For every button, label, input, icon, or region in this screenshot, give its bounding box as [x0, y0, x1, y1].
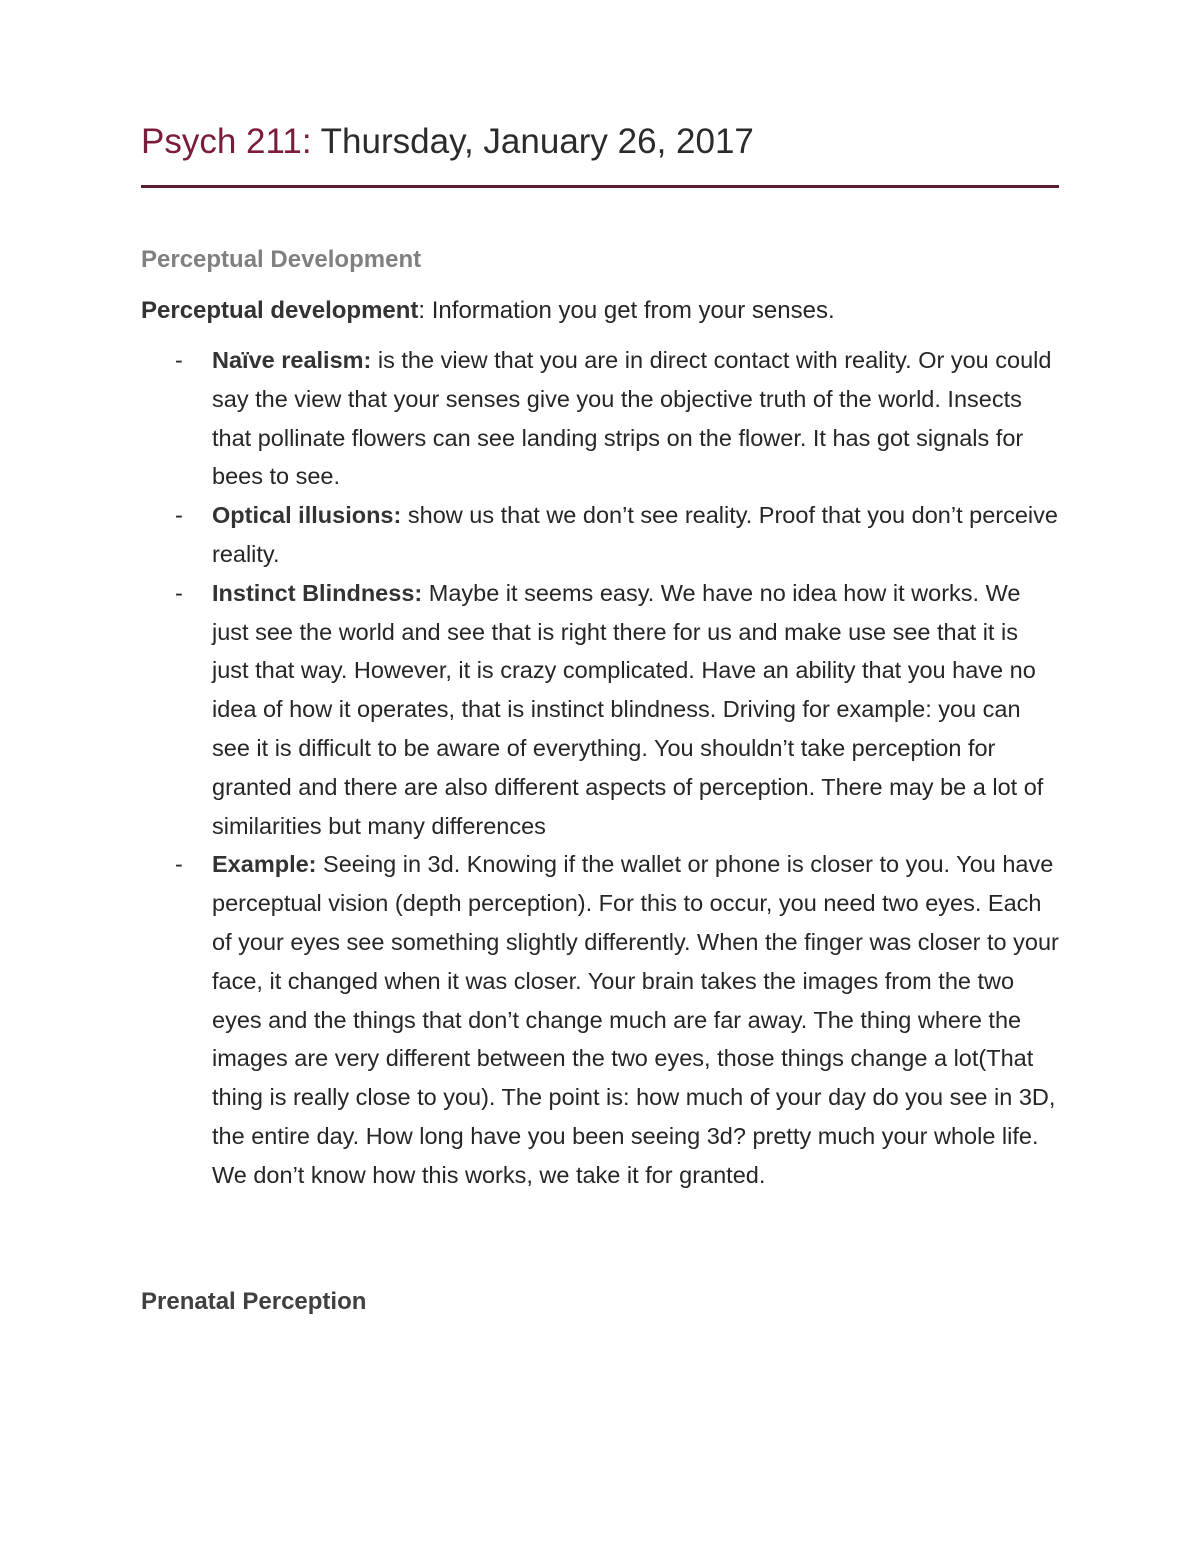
definition-term: Perceptual development	[141, 297, 419, 324]
list-item	[141, 574, 1059, 846]
bullet-dash: -	[175, 502, 183, 529]
section-heading-perceptual-development: Perceptual Development	[141, 246, 422, 273]
page-title	[141, 116, 754, 168]
bullet-term: Example:	[212, 851, 317, 878]
bullet-dash: -	[175, 579, 183, 606]
bullet-term: Naïve realism:	[212, 347, 372, 373]
list-item	[141, 845, 1059, 1194]
bullet-text: show us that we don’t see reality. Proof that you don’t perceive reality.	[212, 502, 1058, 567]
course-name: Psych 211	[141, 122, 302, 161]
bullet-term: Optical illusions:	[212, 502, 402, 529]
bullet-text: Seeing in 3d. Knowing if the wallet or phone is closer to you. You have perceptual vision (depth perception). For this to occur, you need two eyes. Each of your eyes see something slightly differently. When the finger was closer to your face, it changed when it was closer. Your brain takes the images from the two eyes and the things that don’t change much are far away. The thing where the images are very different between the two eyes, those things change a lot(That thing is really close to you). The point is: how much of your day do you see in 3D, the entire day. How long have you been seeing 3d? pretty much your whole life. We don’t know how this works, we take it for granted.	[212, 851, 1059, 1188]
title-divider	[141, 185, 1059, 188]
definition-paragraph	[141, 292, 835, 330]
lecture-date: Thursday, January 26, 2017	[311, 122, 754, 161]
bullet-dash: -	[175, 851, 183, 878]
list-item	[141, 341, 1059, 496]
notes-list	[141, 341, 1059, 1195]
bullet-term: Instinct Blindness:	[212, 579, 423, 606]
title-separator: :	[301, 122, 312, 161]
bullet-dash: -	[175, 347, 183, 373]
bullet-text: is the view that you are in direct contact with reality. Or you could say the view that your senses give you the objective truth of the world. Insects that pollinate flowers can see landing strips on the flower. It has got signals for bees to see.	[212, 347, 1052, 490]
bullet-text: Maybe it seems easy. We have no idea how it works. We just see the world and see that is right there for us and make use see that it is just that way. However, it is crazy complicated. Have an ability that you have no idea of how it operates, that is instinct blindness. Driving for example: you can see it is difficult to be aware of everything. You shouldn’t take perception for granted and there are also different aspects of perception. There may be a lot of similarities but many differences	[212, 579, 1044, 839]
list-item	[141, 496, 1059, 574]
definition-text: : Information you get from your senses.	[418, 297, 835, 324]
section-heading-prenatal-perception: Prenatal Perception	[141, 1288, 367, 1315]
